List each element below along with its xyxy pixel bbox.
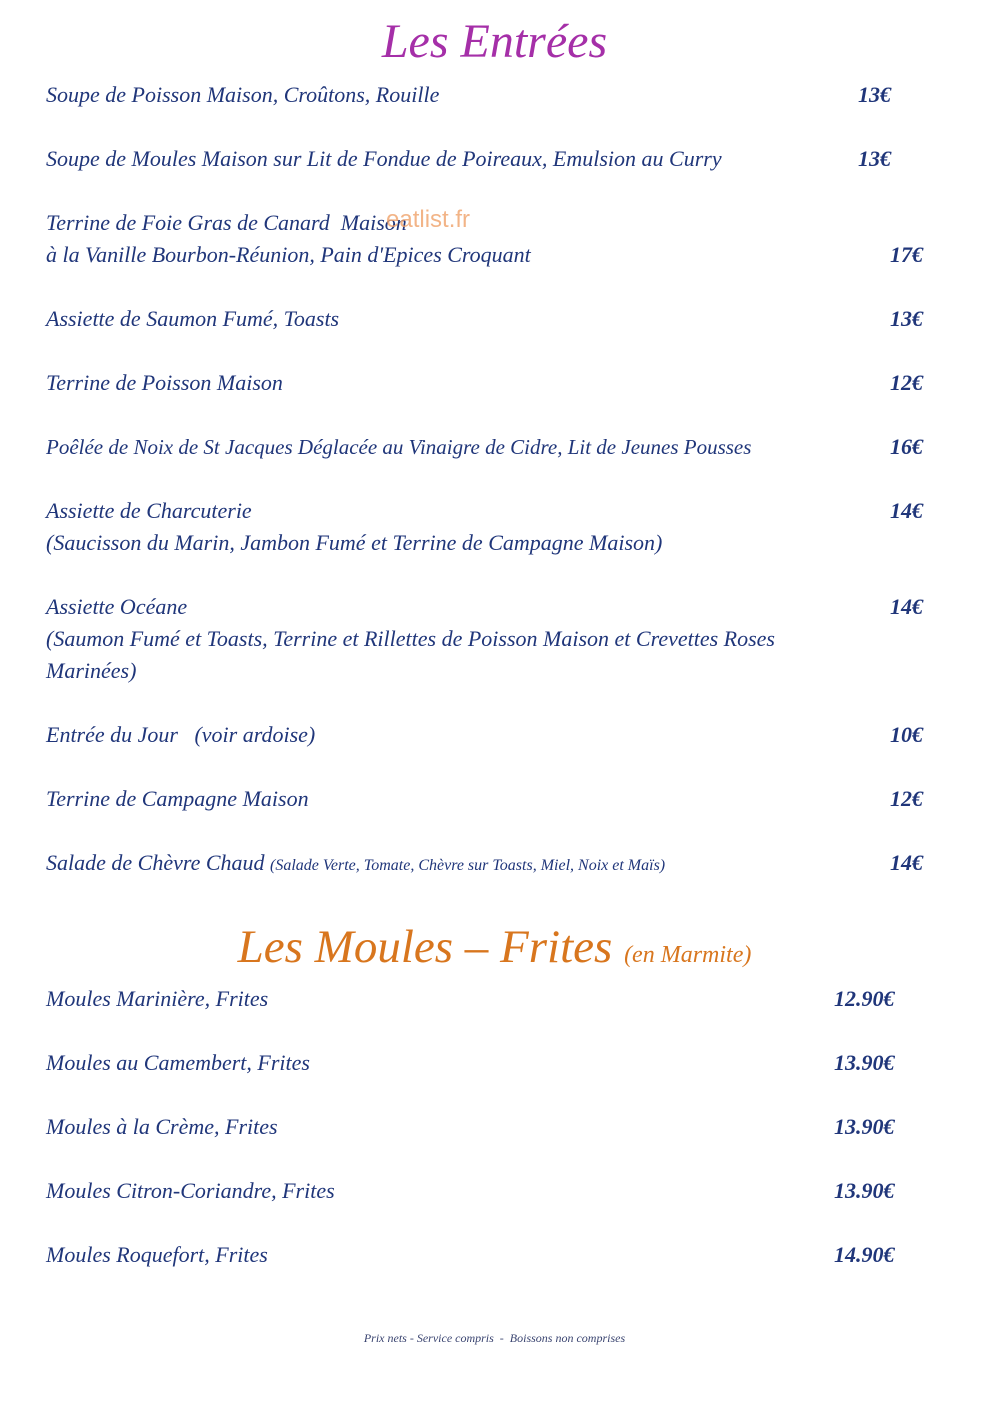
moules-subtitle: (en Marmite) xyxy=(624,942,752,968)
item-name: Assiette de Charcuterie xyxy=(46,498,252,523)
item-description: Marinées) xyxy=(46,658,137,683)
item-price: 13€ xyxy=(858,82,891,107)
item-name: Assiette de Saumon Fumé, Toasts xyxy=(46,306,340,331)
item-price: 16€ xyxy=(890,434,923,459)
item-price: 13€ xyxy=(858,146,891,171)
item-price: 14€ xyxy=(890,850,923,875)
menu-item xyxy=(46,79,439,111)
item-price: 12€ xyxy=(890,370,923,395)
menu-item xyxy=(46,495,662,559)
watermark: eatlist.fr xyxy=(386,206,471,233)
menu-item xyxy=(46,719,315,751)
item-name: Moules Citron-Coriandre, Frites xyxy=(46,1178,335,1203)
moules-title: Les Moules – Frites xyxy=(237,921,613,973)
item-description: à la Vanille Bourbon-Réunion, Pain d'Epices Croquant xyxy=(46,242,531,267)
item-description: (Saumon Fumé et Toasts, Terrine et Rillettes de Poisson Maison et Crevettes Roses xyxy=(46,626,775,651)
item-price: 10€ xyxy=(890,722,923,747)
menu-item xyxy=(46,367,283,399)
item-name: Assiette Océane xyxy=(46,594,188,619)
item-description: (Saucisson du Marin, Jambon Fumé et Terrine de Campagne Maison) xyxy=(46,530,663,555)
moules-heading xyxy=(0,920,989,974)
item-price: 13.90€ xyxy=(834,1050,895,1075)
item-price: 13.90€ xyxy=(834,1114,895,1139)
item-price: 13€ xyxy=(890,306,923,331)
item-price: 12€ xyxy=(890,786,923,811)
menu-item xyxy=(46,303,339,335)
item-name: Soupe de Poisson Maison, Croûtons, Rouille xyxy=(46,82,440,107)
menu-item xyxy=(46,591,775,687)
item-price: 17€ xyxy=(890,242,923,267)
item-name: Salade de Chèvre Chaud xyxy=(46,850,265,875)
entrees-heading: Les Entrées xyxy=(381,15,608,68)
item-price: 14€ xyxy=(890,594,923,619)
item-name: Soupe de Moules Maison sur Lit de Fondue de Poireaux, Emulsion au Curry xyxy=(46,146,722,171)
menu-item xyxy=(46,1047,310,1079)
item-description: (Salade Verte, Tomate, Chèvre sur Toasts, Miel, Noix et Maïs) xyxy=(270,857,666,874)
item-price: 14€ xyxy=(890,498,923,523)
item-price: 12.90€ xyxy=(834,986,895,1011)
item-name: Moules à la Crème, Frites xyxy=(46,1114,278,1139)
menu-item xyxy=(46,143,722,175)
item-name: Entrée du Jour (voir ardoise) xyxy=(46,722,316,747)
item-name: Poêlée de Noix de St Jacques Déglacée au Vinaigre de Cidre, Lit de Jeunes Pousses xyxy=(46,435,752,459)
item-name: Terrine de Campagne Maison xyxy=(46,786,309,811)
item-price: 14.90€ xyxy=(834,1242,895,1267)
menu-item xyxy=(46,983,268,1015)
item-name: Moules Marinière, Frites xyxy=(46,986,269,1011)
item-name: Moules Roquefort, Frites xyxy=(46,1242,268,1267)
menu-item xyxy=(46,1175,335,1207)
menu-item xyxy=(46,1239,268,1271)
footer-note: Prix nets - Service compris - Boissons non comprises xyxy=(363,1331,626,1345)
menu-item xyxy=(46,1111,278,1143)
menu-item xyxy=(46,431,751,463)
menu-item xyxy=(46,783,309,815)
item-price: 13.90€ xyxy=(834,1178,895,1203)
menu-item xyxy=(46,847,665,882)
item-name: Terrine de Foie Gras de Canard Maison xyxy=(46,210,407,235)
item-name: Terrine de Poisson Maison xyxy=(46,370,283,395)
item-name: Moules au Camembert, Frites xyxy=(46,1050,310,1075)
